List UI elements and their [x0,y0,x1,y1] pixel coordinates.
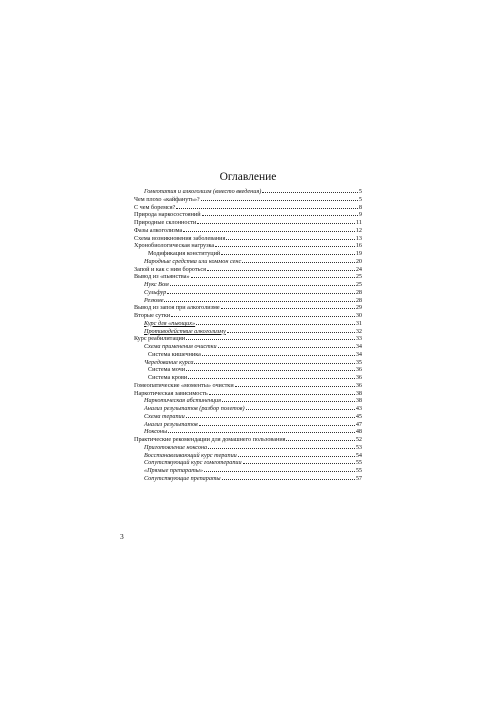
toc-entry[interactable] [134,241,362,249]
toc-leader-dots [221,303,355,309]
toc-entry-label: Фазы алкоголизма [134,226,183,234]
toc-entry-page: 53 [355,443,362,451]
toc-entry-label: Схема возникновения заболевания [134,234,226,242]
toc-entry[interactable] [134,210,362,218]
toc-leader-dots [286,435,354,441]
toc-entry[interactable] [134,195,362,203]
toc-entry-label: С чем боремся? [134,203,176,211]
toc-entry-page: 16 [355,242,362,250]
toc-entry-page: 38 [355,397,362,405]
toc-leader-dots [194,358,354,364]
toc-entry-label: Наркотическая абстиненция [144,397,221,405]
toc-leader-dots [209,389,355,395]
toc-entry-label: Система кишечника [148,350,201,358]
toc-entry[interactable] [134,350,362,358]
toc-entry-page: 54 [355,451,362,459]
toc-leader-dots [188,373,355,379]
toc-entry-label: Система мочи [148,366,186,374]
toc-leader-dots [171,311,355,317]
toc-entry[interactable] [134,342,362,350]
toc-leader-dots [202,210,358,216]
toc-leader-dots [218,342,355,348]
toc-leader-dots [262,187,358,193]
toc-entry-page: 36 [355,366,362,374]
toc-entry-label: Анализ результатов (разбор полетов) [144,405,245,412]
toc-entry-label: Сульфур [144,288,167,296]
toc-entry-label: Хронобиологическая нагрузка [134,242,215,250]
toc-entry-label: Анализ результатов [144,420,198,428]
toc-entry-page: 5 [358,195,362,203]
toc-entry[interactable] [134,234,362,242]
toc-leader-dots [164,296,354,302]
toc-leader-dots [176,203,358,209]
toc-title: Оглавление [219,171,277,183]
toc-entry[interactable] [134,396,362,404]
toc-entry[interactable] [134,226,362,234]
toc-leader-dots [246,404,355,410]
toc-entry[interactable] [134,203,362,211]
toc-entry-page: 28 [355,296,362,304]
toc-entry[interactable] [134,303,362,311]
toc-leader-dots [222,396,355,402]
toc-entry-label: Вторые сутки [134,312,171,319]
toc-leader-dots [243,458,355,464]
toc-leader-dots [170,280,355,286]
toc-entry-page: 34 [355,343,362,350]
toc-entry-label: Сопутствующие препараты [144,474,221,482]
toc-entry-page: 36 [355,374,362,381]
toc-leader-dots [242,257,355,263]
toc-entry[interactable] [134,443,362,451]
toc-leader-dots [207,265,355,271]
toc-leader-dots [226,234,354,240]
toc-entry-label: Гомеопатические «моменты» очистки [134,381,234,389]
toc-entry[interactable] [134,451,362,459]
toc-entry-page: 12 [355,226,362,234]
toc-leader-dots [197,218,355,224]
toc-entry-page: 13 [355,234,362,242]
toc-entry-label: Нукс Вом [144,281,169,288]
toc-entry-page: 30 [355,312,362,319]
toc-entry[interactable] [134,373,362,381]
toc-leader-dots [186,365,355,371]
toc-entry-label: Резюме [144,296,164,304]
toc-leader-dots [168,427,355,433]
toc-entry-page: 25 [355,273,362,281]
toc-entry-page: 5 [358,188,362,195]
toc-entry-label: Модификация конституций [148,250,221,257]
toc-entry[interactable] [134,389,362,397]
toc-entry-page: 52 [355,436,362,443]
toc-entry-label: Курс реабилитации [134,335,186,343]
toc-entry[interactable] [134,249,362,257]
toc-leader-dots [227,327,355,333]
toc-entry-page: 31 [355,319,362,327]
toc-entry[interactable] [134,311,362,319]
toc-entry-label: Ноксоны [144,428,168,436]
toc-leader-dots [202,350,355,356]
toc-entry[interactable] [134,327,362,335]
toc-leader-dots [235,381,355,387]
toc-leader-dots [222,474,355,480]
toc-entry-page: 48 [355,428,362,436]
toc-leader-dots [201,195,358,201]
toc-leader-dots [215,241,355,247]
toc-entry-page: 57 [355,474,362,482]
toc-entry-page: 34 [355,350,362,358]
toc-entry[interactable] [134,458,362,466]
toc-entry-label: Вывод из «пьянства» [134,273,190,281]
toc-entry[interactable] [134,474,362,482]
toc-entry[interactable] [134,257,362,265]
toc-entry[interactable] [134,435,362,443]
toc-entry-page: 55 [355,459,362,467]
toc-entry-page: 55 [355,467,362,474]
toc-entry-page: 8 [358,203,362,211]
toc-leader-dots [183,226,355,232]
toc-entry[interactable] [134,319,362,327]
toc-entry-label: Схема терапии [144,412,185,420]
toc-entry-page: 35 [355,358,362,366]
toc-entry[interactable] [134,187,362,195]
toc-entry[interactable] [134,466,362,474]
toc-leader-dots [204,466,355,472]
toc-entry-label: Наркотическая зависимость [134,389,208,397]
toc-entry-page: 36 [355,381,362,389]
toc-entry-page: 43 [355,405,362,412]
toc-entry-label: Чем плохо «кайфануть»? [134,195,200,203]
toc-entry-page: 11 [356,219,362,226]
toc-entry[interactable] [134,404,362,412]
toc-entry[interactable] [134,381,362,389]
toc-entry-label: Курс для «пьющих» [144,319,196,327]
toc-entry[interactable] [134,412,362,420]
toc-leader-dots [199,420,355,426]
toc-entry-page: 25 [355,281,362,288]
toc-entry-page: 38 [355,389,362,397]
toc-entry-page: 28 [355,288,362,296]
toc-entry-label: Практические рекомендации для домашнего пользования [134,436,286,443]
toc-entry[interactable] [134,358,362,366]
toc-entry-label: Восстанавливающий курс терапии [144,451,237,459]
toc-entry[interactable] [134,365,362,373]
toc-entry[interactable] [134,296,362,304]
toc-entry-label: Приготовление ноксона [144,443,208,451]
page-number: 3 [120,532,124,541]
toc-entry-label: Запой и как с ним бороться [134,265,206,273]
toc-leader-dots [191,272,355,278]
toc-entry[interactable] [134,288,362,296]
toc-leader-dots [196,319,355,325]
toc-entry-page: 33 [355,335,362,343]
toc-entry-page: 32 [355,327,362,335]
toc-entry-page: 45 [355,412,362,420]
toc-entry-page: 47 [355,420,362,428]
toc-entry-label: Система крови [148,374,188,381]
toc-entry-page: 20 [355,257,362,265]
toc-entry-page: 19 [355,250,362,257]
toc-entry[interactable] [134,334,362,342]
toc-entry[interactable] [134,420,362,428]
toc-entry-label: Природные склонности [134,219,197,226]
toc-entry-label: Гомеопатия и алкоголизм (вместо введения) [144,188,262,195]
toc-entry-page: 9 [358,211,362,219]
toc-leader-dots [221,249,355,255]
toc-entry-label: Чередование курса [144,358,194,366]
toc-list [134,187,362,482]
toc-entry[interactable] [134,218,362,226]
toc-leader-dots [167,288,355,294]
toc-entry-label: Народные средства или коммон сенс [144,257,242,265]
toc-entry[interactable] [134,265,362,273]
toc-entry-label: Схема применения очистки [144,343,217,350]
toc-entry-label: Вывод из запоя при алкоголизме [134,304,220,312]
toc-leader-dots [208,443,355,449]
toc-entry[interactable] [134,280,362,288]
toc-leader-dots [186,334,355,340]
toc-entry[interactable] [134,272,362,280]
toc-entry[interactable] [134,427,362,435]
toc-entry-label: Сопутствующий курс гомеотерапии [144,459,242,467]
toc-entry-page: 24 [355,265,362,273]
toc-leader-dots [186,412,355,418]
toc-entry-label: «Прямые препараты» [144,467,203,474]
toc-entry-label: Природа наркосостояний [134,211,201,219]
toc-entry-label: Противодействие алкоголизму [144,327,226,335]
toc-entry-page: 29 [355,304,362,312]
toc-leader-dots [238,451,355,457]
